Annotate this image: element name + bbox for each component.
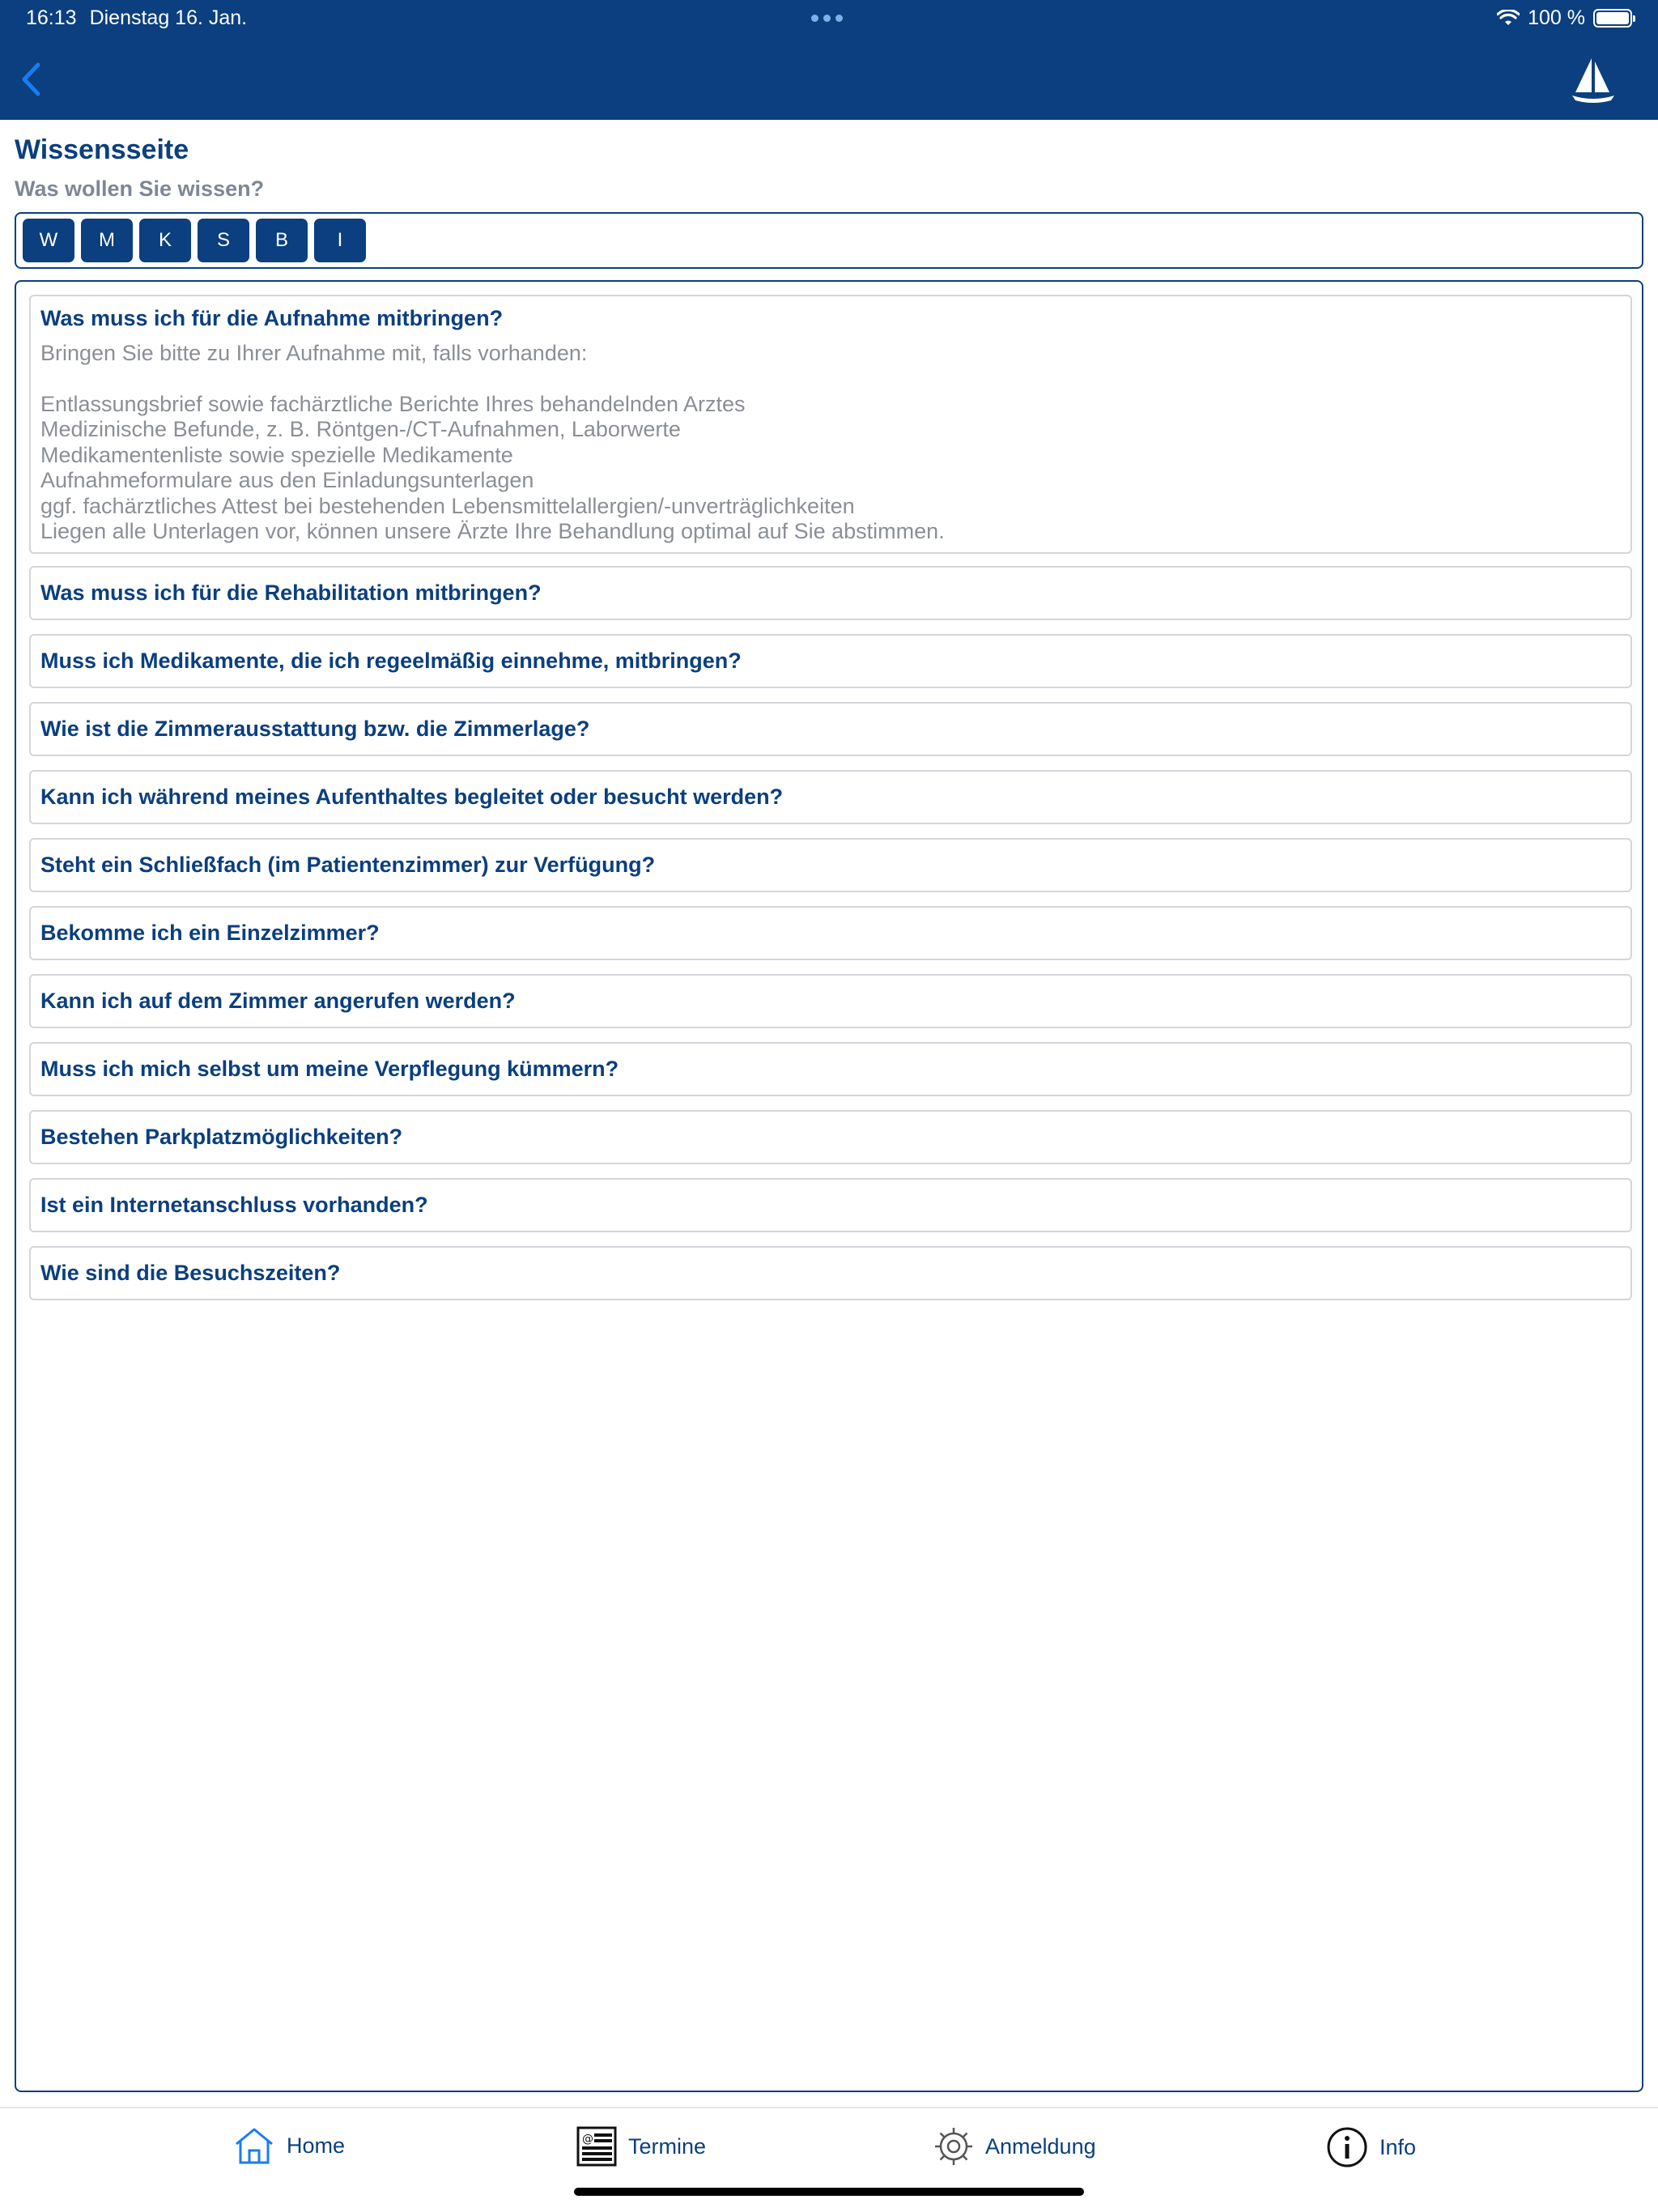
faq-item[interactable]: [29, 702, 1632, 756]
faq-question[interactable]: Was muss ich für die Aufnahme mitbringen?: [40, 306, 504, 330]
faq-answer-line: ggf. fachärztliches Attest bei bestehenden Lebensmittelallergien/-unverträglichkeiten: [40, 493, 855, 518]
filter-button-s[interactable]: S: [198, 219, 249, 262]
faq-item[interactable]: [29, 1178, 1632, 1232]
chevron-left-icon: [20, 62, 41, 97]
faq-item-expanded[interactable]: [29, 295, 1632, 554]
tab-home[interactable]: [233, 2126, 345, 2165]
status-clock: 16:13: [26, 6, 77, 29]
page-subtitle: Was wollen Sie wissen?: [15, 177, 265, 201]
filter-bar: [15, 212, 1643, 269]
faq-panel: [15, 280, 1643, 2092]
faq-question[interactable]: Muss ich Medikamente, die ich regeelmäßig einnehme, mitbringen?: [40, 649, 742, 673]
tab-termine[interactable]: [576, 2126, 706, 2167]
faq-question[interactable]: Wie sind die Besuchszeiten?: [40, 1261, 341, 1285]
tab-home-label: Home: [287, 2133, 346, 2158]
more-dots-icon[interactable]: [811, 15, 843, 22]
tab-anmeldung-label: Anmeldung: [985, 2133, 1096, 2159]
faq-answer-line: Medikamentenliste sowie spezielle Medikamente: [40, 442, 513, 467]
tab-info[interactable]: [1326, 2126, 1416, 2168]
wifi-icon: [1497, 10, 1520, 28]
battery-icon: [1593, 9, 1632, 28]
faq-question[interactable]: Was muss ich für die Rehabilitation mitbringen?: [40, 581, 542, 605]
home-icon: [233, 2126, 275, 2165]
faq-item[interactable]: [29, 634, 1632, 688]
filter-button-w[interactable]: W: [23, 219, 74, 262]
back-button[interactable]: [15, 57, 47, 102]
faq-question[interactable]: Steht ein Schließfach (im Patientenzimmer) zur Verfügung?: [40, 853, 656, 877]
filter-button-k[interactable]: K: [139, 219, 191, 262]
faq-answer-line: Liegen alle Unterlagen vor, können unsere Ärzte Ihre Behandlung optimal auf Sie abstimmen.: [40, 519, 945, 543]
page-title: Wissensseite: [15, 134, 189, 165]
tab-termine-label: Termine: [628, 2133, 707, 2159]
status-indicators: [1497, 6, 1632, 30]
faq-item[interactable]: [29, 838, 1632, 892]
faq-answer-intro: Bringen Sie bitte zu Ihrer Aufnahme mit, falls vorhanden:: [40, 341, 588, 365]
filter-button-i[interactable]: I: [314, 219, 366, 262]
faq-item[interactable]: [29, 1246, 1632, 1300]
faq-question[interactable]: Muss ich mich selbst um meine Verpflegung kümmern?: [40, 1057, 619, 1081]
faq-item[interactable]: [29, 974, 1632, 1028]
faq-item[interactable]: [29, 770, 1632, 824]
faq-item[interactable]: [29, 566, 1632, 620]
faq-item[interactable]: [29, 906, 1632, 960]
faq-answer-line: Medizinische Befunde, z. B. Röntgen-/CT-Aufnahmen, Laborwerte: [40, 417, 681, 441]
faq-question[interactable]: Wie ist die Zimmerausstattung bzw. die Zimmerlage?: [40, 717, 590, 741]
gear-icon: [933, 2126, 974, 2167]
faq-question[interactable]: Ist ein Internetanschluss vorhanden?: [40, 1193, 428, 1217]
svg-text:@: @: [582, 2133, 593, 2146]
faq-question[interactable]: Bestehen Parkplatzmöglichkeiten?: [40, 1125, 403, 1149]
faq-answer-line: Aufnahmeformulare aus den Einladungsunterlagen: [40, 468, 534, 492]
faq-question[interactable]: Kann ich auf dem Zimmer angerufen werden?: [40, 989, 516, 1013]
faq-answer-line: Entlassungsbrief sowie fachärztliche Berichte Ihres behandelnden Arztes: [40, 391, 746, 416]
faq-question[interactable]: Bekomme ich ein Einzelzimmer?: [40, 921, 380, 945]
faq-answer: [40, 341, 1621, 545]
home-indicator[interactable]: [574, 2188, 1084, 2196]
status-time: [26, 6, 247, 30]
tab-info-label: Info: [1380, 2134, 1417, 2159]
info-icon: [1326, 2126, 1368, 2168]
tab-bar: [0, 2107, 1658, 2212]
battery-percent: 100 %: [1528, 6, 1585, 29]
filter-button-m[interactable]: M: [81, 219, 133, 262]
tab-anmeldung[interactable]: [933, 2126, 1096, 2167]
calendar-list-icon: [576, 2126, 617, 2167]
sailboat-logo-icon: [1569, 57, 1618, 104]
top-bar: [0, 0, 1658, 120]
status-date: Dienstag 16. Jan.: [89, 6, 248, 29]
faq-item[interactable]: [29, 1110, 1632, 1164]
filter-button-b[interactable]: B: [256, 219, 308, 262]
faq-item[interactable]: [29, 1042, 1632, 1096]
faq-question[interactable]: Kann ich während meines Aufenthaltes begleitet oder besucht werden?: [40, 785, 784, 809]
